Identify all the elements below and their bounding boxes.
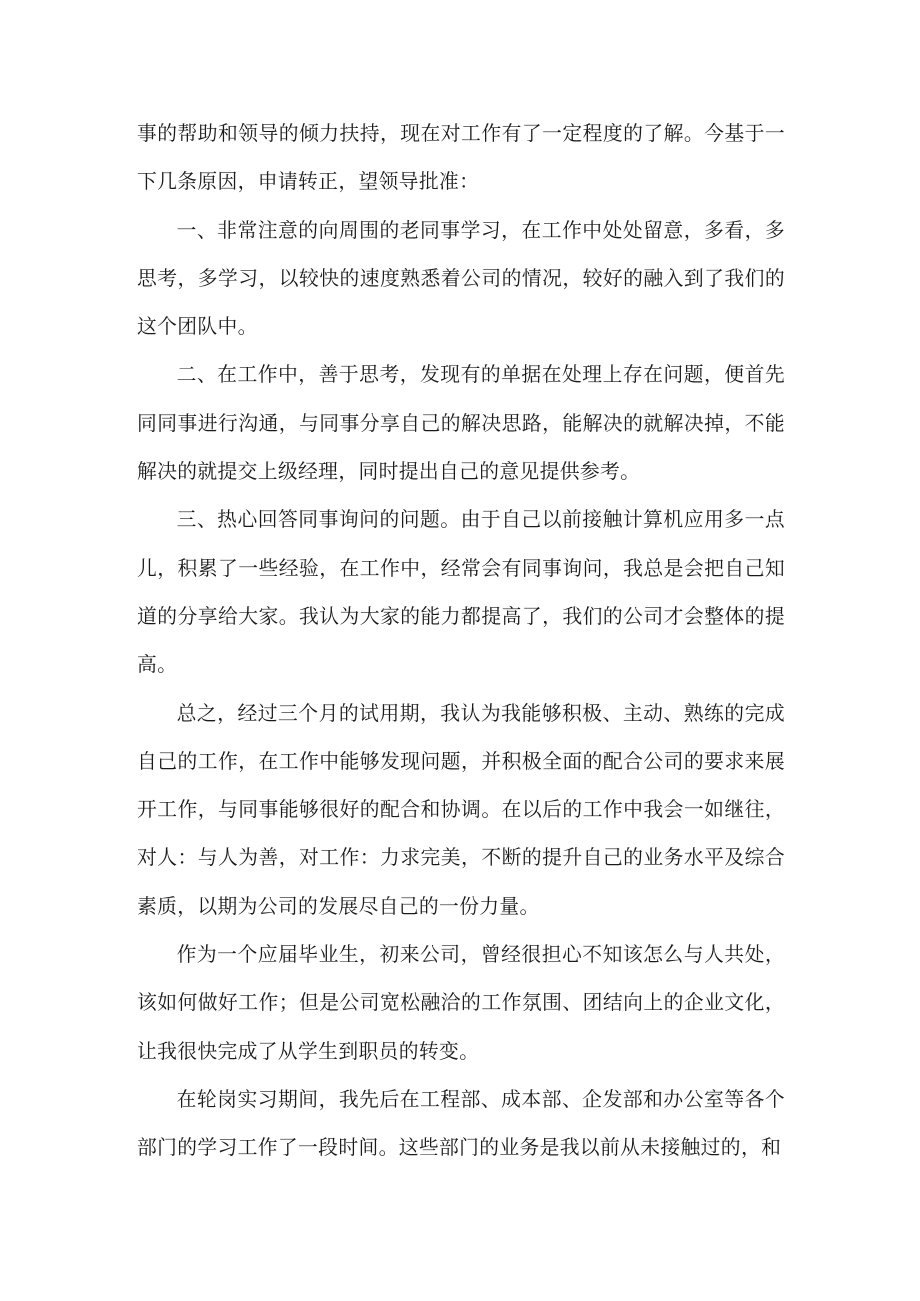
paragraph-1: 事的帮助和领导的倾力扶持，现在对工作有了一定程度的了解。今基于一下几条原因，申请转正，望领导批准： <box>137 122 785 194</box>
document-body <box>137 110 785 1173</box>
paragraph-7: 在轮岗实习期间，我先后在工程部、成本部、企发部和办公室等各个部门的学习工作了一段时间。这些部门的业务是我以前从未接触过的，和 <box>137 1087 785 1160</box>
paragraph-4: 三、热心回答同事询问的问题。由于自己以前接触计算机应用多一点儿，积累了一些经验，在工作中，经常会有同事询问，我总是会把自己知道的分享给大家。我认为大家的能力都提高了，我们的公司才会整体的提高。 <box>137 508 785 677</box>
paragraph-5: 总之，经过三个月的试用期，我认为我能够积极、主动、熟练的完成自己的工作，在工作中能够发现问题，并积极全面的配合公司的要求来展开工作，与同事能够很好的配合和协调。在以后的工作中我会一如继往，对人：与人为善，对工作：力求完美，不断的提升自己的业务水平及综合素质，以期为公司的发展尽自己的一份力量。 <box>137 701 785 918</box>
paragraph-6: 作为一个应届毕业生，初来公司，曾经很担心不知该怎么与人共处，该如何做好工作；但是公司宽松融洽的工作氛围、团结向上的企业文化，让我很快完成了从学生到职员的转变。 <box>137 943 785 1063</box>
paragraph-3: 二、在工作中，善于思考，发现有的单据在处理上存在问题，便首先同同事进行沟通，与同事分享自己的解决思路，能解决的就解决掉，不能解决的就提交上级经理，同时提出自己的意见提供参考。 <box>137 363 785 484</box>
paragraph-2: 一、非常注意的向周围的老同事学习，在工作中处处留意，多看，多思考，多学习，以较快的速度熟悉着公司的情况，较好的融入到了我们的这个团队中。 <box>137 218 785 339</box>
